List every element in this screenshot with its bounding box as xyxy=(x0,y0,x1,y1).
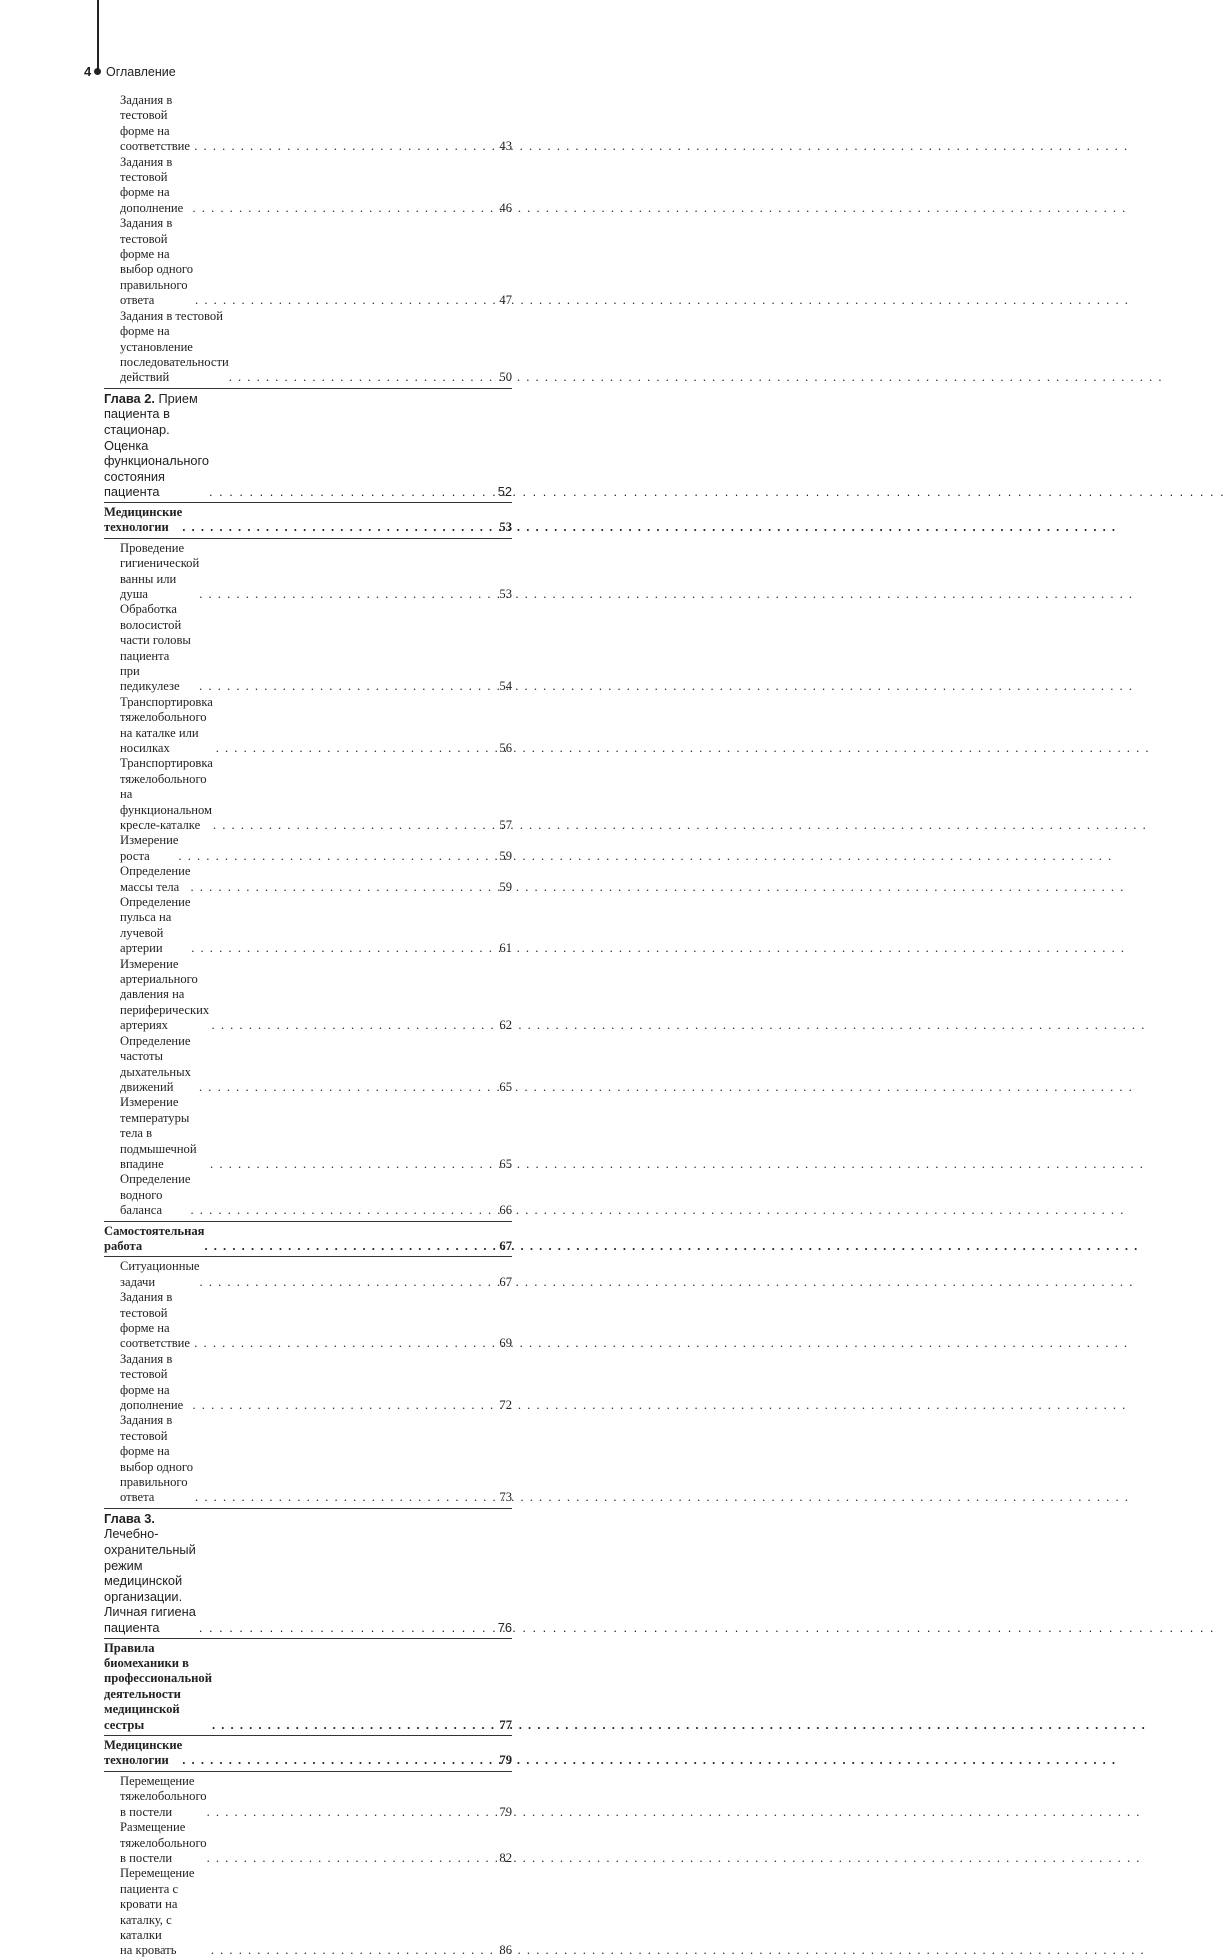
toc-entry-title: Задания в тестовой форме на соответствие xyxy=(120,93,191,154)
toc-page-number: 86 xyxy=(499,1943,512,1958)
dot-leader xyxy=(199,1080,497,1095)
toc-page-number: 79 xyxy=(499,1753,512,1768)
toc-entry[interactable] xyxy=(104,756,512,833)
toc-page-number: 56 xyxy=(499,740,512,755)
toc-entry[interactable] xyxy=(104,602,512,694)
toc-entry-title: Самостоятельная работа xyxy=(104,1223,205,1253)
toc-divider xyxy=(104,388,512,389)
toc-entry[interactable] xyxy=(104,1413,512,1505)
dot-leader xyxy=(210,1157,497,1172)
toc-entry[interactable] xyxy=(104,155,512,217)
toc-entry-title: Задания в тестовой форме на выбор одного правильного ответа xyxy=(120,216,194,308)
toc-page-number: 59 xyxy=(499,848,512,863)
dot-leader xyxy=(204,1239,497,1254)
toc-page-number: 72 xyxy=(499,1398,512,1413)
toc-divider xyxy=(104,1256,512,1257)
dot-leader xyxy=(212,1018,498,1033)
dot-leader xyxy=(200,1275,498,1290)
toc-entry-title: Ситуационные задачи xyxy=(120,1259,200,1289)
toc-section-entry[interactable] xyxy=(104,1641,512,1733)
toc-entry-title: Определение массы тела xyxy=(120,864,191,894)
toc-divider xyxy=(104,538,512,539)
toc-page-number: 66 xyxy=(499,1203,512,1218)
dot-leader xyxy=(178,849,497,864)
toc-chapter-title: Лечебно-охранительный режим медицинской организации. Личная гигиена пациента xyxy=(104,1526,196,1636)
toc-entry-title: Определение водного баланса xyxy=(120,1172,191,1218)
toc-page-number: 79 xyxy=(499,1804,512,1819)
toc-entry[interactable] xyxy=(104,1866,512,1958)
toc-entry-title: Транспортировка тяжелобольного на каталке или носилках xyxy=(120,694,213,755)
header-rule-dot xyxy=(94,68,101,75)
toc-page-number: 73 xyxy=(499,1490,512,1505)
toc-entry-title: Проведение гигиенической ванны или душа xyxy=(120,540,200,601)
dot-leader xyxy=(207,1805,498,1820)
toc-divider xyxy=(104,1638,512,1639)
running-title: Оглавление xyxy=(106,65,176,79)
toc-chapter-title: Прием пациента в стационар. Оценка функционального состояния пациента xyxy=(104,390,210,500)
toc-entry[interactable] xyxy=(104,541,512,603)
dot-leader xyxy=(212,1718,497,1733)
toc-page-number: 53 xyxy=(499,586,512,601)
toc-entry[interactable] xyxy=(104,93,512,155)
toc-section-entry[interactable] xyxy=(104,1224,512,1255)
dot-leader xyxy=(192,1398,497,1413)
toc-page-number: 57 xyxy=(499,818,512,832)
dot-leader xyxy=(211,1943,498,1958)
toc-page-number: 77 xyxy=(499,1717,512,1732)
dot-leader xyxy=(182,520,497,535)
toc-entry-title: Задания в тестовой форме на дополнение xyxy=(120,1351,184,1413)
toc-page-number: 82 xyxy=(499,1850,512,1865)
table-of-contents xyxy=(104,93,512,1959)
toc-entry-title: Задания в тестовой форме на соответствие xyxy=(120,1290,191,1351)
toc-entry[interactable] xyxy=(104,695,512,757)
toc-chapter-entry[interactable] xyxy=(104,1511,512,1636)
toc-entry-title: Измерение артериального давления на периферических артериях xyxy=(120,956,210,1033)
toc-page-number: 46 xyxy=(499,200,512,215)
toc-entry-title: Медицинские технологии xyxy=(104,1738,183,1768)
toc-page-number: 43 xyxy=(499,139,512,154)
toc-entry-title: Определение пульса на лучевой артерии xyxy=(120,895,191,956)
toc-entry-title: Измерение температуры тела в подмышечной впадине xyxy=(120,1095,197,1171)
toc-entry[interactable] xyxy=(104,1774,512,1820)
toc-entry-title: Перемещение пациента с кровати на каталку, с каталки на кровать xyxy=(120,1866,195,1958)
toc-entry[interactable] xyxy=(104,216,512,308)
toc-chapter-label: Глава 3. xyxy=(104,1510,155,1526)
toc-page-number: 47 xyxy=(499,293,512,308)
dot-leader xyxy=(192,201,497,216)
toc-entry[interactable] xyxy=(104,1034,512,1096)
toc-entry[interactable] xyxy=(104,1095,512,1172)
toc-page-number: 53 xyxy=(499,520,512,535)
toc-chapter-entry[interactable] xyxy=(104,391,512,500)
toc-page-number: 67 xyxy=(499,1274,512,1289)
dot-leader xyxy=(229,370,498,385)
toc-entry-title: Измерение роста xyxy=(120,833,179,863)
dot-leader xyxy=(195,1490,497,1505)
toc-chapter-label: Глава 2. xyxy=(104,390,155,406)
toc-page-number: 52 xyxy=(497,484,512,500)
toc-section-entry[interactable] xyxy=(104,505,512,536)
dot-leader xyxy=(209,484,496,500)
toc-page-number: 67 xyxy=(499,1238,512,1253)
dot-leader xyxy=(199,679,497,694)
toc-entry-title: Правила биомеханики в профессиональной деятельности медицинской сестры xyxy=(104,1640,212,1732)
toc-divider xyxy=(104,1735,512,1736)
toc-entry-title: Перемещение тяжелобольного в постели xyxy=(120,1773,207,1819)
toc-entry[interactable] xyxy=(104,864,512,895)
toc-divider xyxy=(104,1508,512,1509)
toc-entry-title: Задания в тестовой форме на установление последовательности действий xyxy=(120,308,229,385)
toc-page-number: 62 xyxy=(499,1018,512,1033)
dot-leader xyxy=(191,880,498,895)
page-number: 4 xyxy=(84,64,92,79)
toc-divider xyxy=(104,502,512,503)
toc-entry[interactable] xyxy=(104,1259,512,1290)
toc-entry[interactable] xyxy=(104,1352,512,1414)
dot-leader xyxy=(191,941,497,956)
toc-page-number: 65 xyxy=(499,1156,512,1171)
toc-divider xyxy=(104,1771,512,1772)
toc-divider xyxy=(104,1221,512,1222)
toc-entry[interactable] xyxy=(104,895,512,957)
dot-leader xyxy=(216,741,498,756)
toc-entry-title xyxy=(104,1511,199,1636)
dot-leader xyxy=(213,818,498,833)
dot-leader xyxy=(182,1753,497,1768)
toc-page-number: 65 xyxy=(499,1079,512,1094)
toc-entry-title: Определение частоты дыхательных движений xyxy=(120,1033,191,1094)
toc-entry-title: Задания в тестовой форме на дополнение xyxy=(120,154,184,215)
dot-leader xyxy=(199,587,497,602)
dot-leader xyxy=(194,139,497,154)
toc-page-number: 54 xyxy=(499,679,512,694)
toc-entry[interactable] xyxy=(104,309,512,386)
dot-leader xyxy=(194,1336,497,1351)
toc-entry[interactable] xyxy=(104,833,512,864)
dot-leader xyxy=(207,1851,498,1866)
toc-entry-title: Обработка волосистой части головы пациента при педикулезе xyxy=(120,602,191,694)
toc-entry[interactable] xyxy=(104,1172,512,1218)
toc-page-number: 50 xyxy=(499,370,512,385)
toc-entry[interactable] xyxy=(104,957,512,1034)
toc-page-number: 61 xyxy=(499,941,512,956)
toc-entry[interactable] xyxy=(104,1290,512,1352)
header-vertical-rule xyxy=(97,0,99,70)
toc-page-number: 59 xyxy=(499,879,512,894)
toc-entry-title xyxy=(104,391,209,500)
toc-entry-title: Задания в тестовой форме на выбор одного правильного ответа xyxy=(120,1413,194,1505)
dot-leader xyxy=(199,1620,496,1636)
toc-section-entry[interactable] xyxy=(104,1738,512,1769)
dot-leader xyxy=(195,293,497,308)
toc-entry-title: Медицинские технологии xyxy=(104,504,183,535)
toc-entry[interactable] xyxy=(104,1820,512,1866)
toc-page-number: 76 xyxy=(497,1620,512,1636)
toc-entry-title: Размещение тяжелобольного в постели xyxy=(120,1820,207,1865)
toc-entry-title: Транспортировка тяжелобольного на функциональном кресле-каталке xyxy=(120,756,213,832)
dot-leader xyxy=(191,1203,498,1218)
toc-page-number: 69 xyxy=(499,1336,512,1351)
